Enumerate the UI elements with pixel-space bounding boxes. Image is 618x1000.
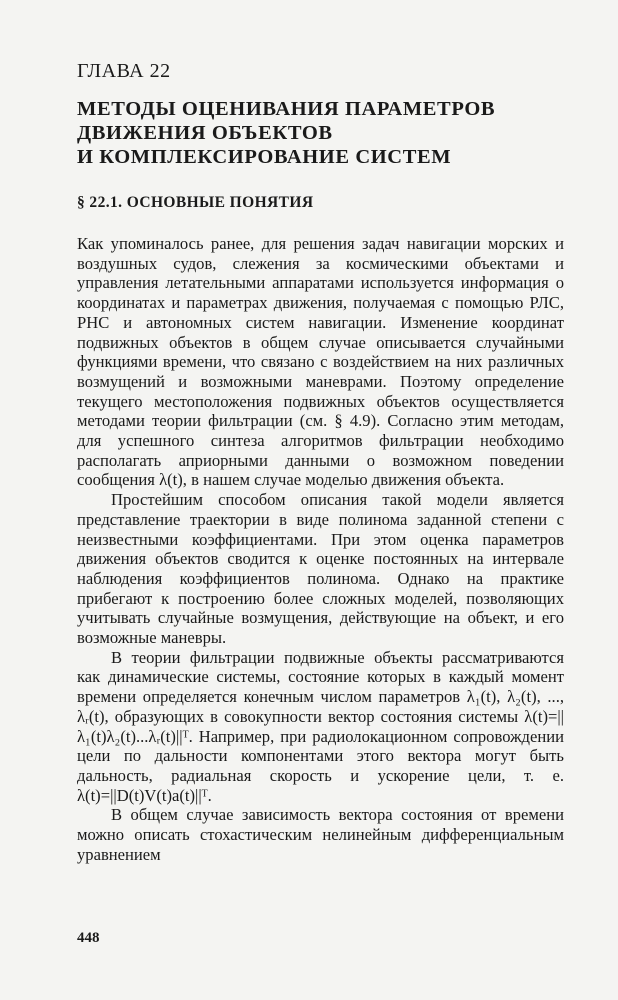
- chapter-heading: ГЛАВА 22: [77, 60, 171, 82]
- paragraph: В общем случае зависимость вектора состояния от времени можно описать стохастическим нелинейным дифференциальным уравнением: [77, 805, 564, 864]
- paragraph: Как упоминалось ранее, для решения задач навигации морских и воздушных судов, слежения за космическими объектами и управления летательными аппаратами используется информация о координатах и параметрах движения, получаемая с помощью РЛС, РНС и автономных систем навигации. Изменение координат подвижных объектов в общем случае описывается случайными функциями времени, что связано с воздействием на них различных возмущений и возможными маневрами. Поэтому определение текущего местоположения подвижных объектов осуществляется методами теории фильтрации (см. § 4.9). Согласно этим методам, для успешного синтеза алгоритмов фильтрации необходимо располагать априорными данными о возможном поведении сообщения λ(t), в нашем случае моделью движения объекта.: [77, 234, 564, 490]
- chapter-title-line: МЕТОДЫ ОЦЕНИВАНИЯ ПАРАМЕТРОВ: [77, 98, 496, 120]
- section-heading: § 22.1. ОСНОВНЫЕ ПОНЯТИЯ: [77, 194, 314, 211]
- paragraph: Простейшим способом описания такой модели является представление траектории в виде полинома заданной степени с неизвестными коэффициентами. При этом оценка параметров движения объектов сводится к оценке постоянных на интервале наблюдения коэффициентов полинома. Однако на практике прибегают к построению более сложных моделей, позволяющих учитывать случайные возмущения, действующие на объект, и его возможные маневры.: [77, 490, 564, 648]
- body-text: [77, 234, 564, 865]
- chapter-title: [77, 97, 577, 169]
- chapter-title-line: И КОМПЛЕКСИРОВАНИЕ СИСТЕМ: [77, 146, 452, 168]
- paragraph: В теории фильтрации подвижные объекты рассматриваются как динамические системы, состояние которых в каждый момент времени определяется конечным числом параметров λ₁(t), λ₂(t), ..., λᵣ(t), образующих в совокупности вектор состояния системы λ(t)=||λ₁(t)λ₂(t)...λᵣ(t)||ᵀ. Например, при радиолокационном сопровождении цели по дальности компонентами этого вектора могут быть дальность, радиальная скорость и ускорение цели, т. е. λ(t)=||D(t)V(t)a(t)||ᵀ.: [77, 647, 564, 805]
- chapter-title-line: ДВИЖЕНИЯ ОБЪЕКТОВ: [77, 122, 333, 144]
- page-number: 448: [77, 930, 100, 946]
